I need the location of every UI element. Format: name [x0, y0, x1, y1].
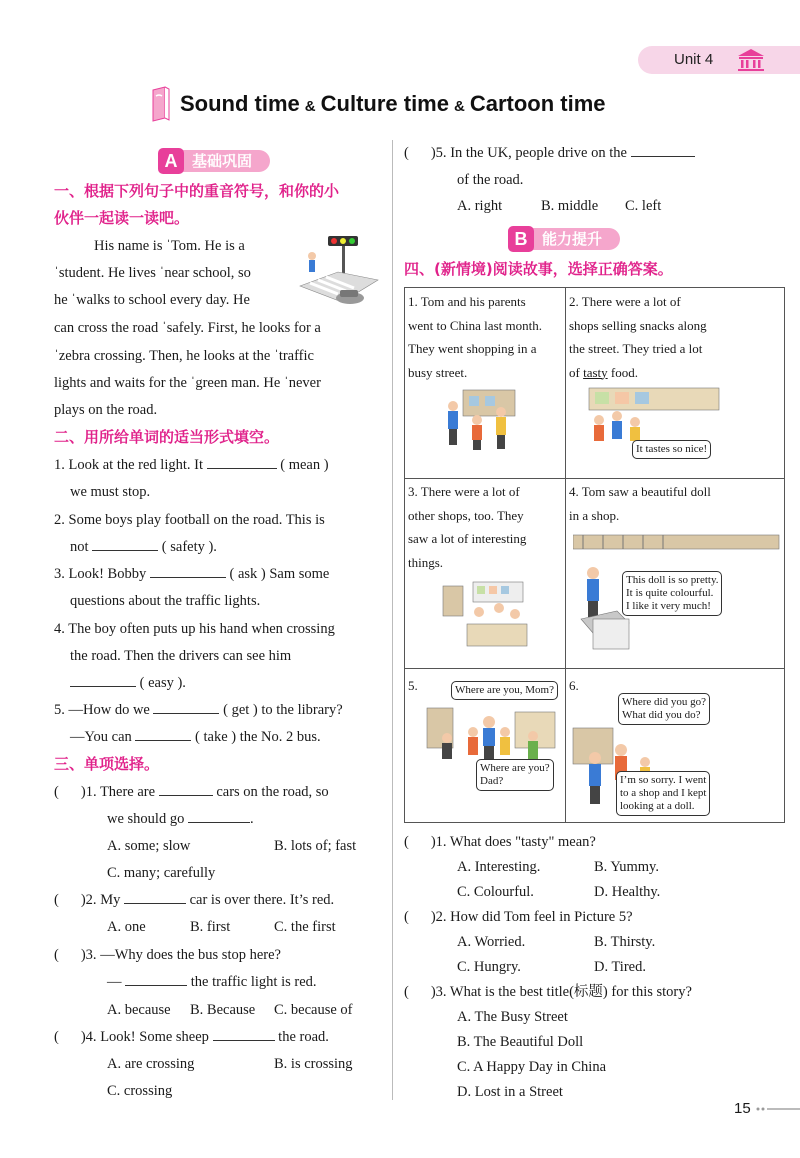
reading-q2: ( )2. How did Tom feel in Picture 5?	[404, 909, 633, 925]
fill-q3-cont: questions about the traffic lights.	[70, 593, 261, 609]
reading-q1-opt-c: C. Colourful.	[457, 884, 534, 900]
answer-blank[interactable]	[92, 537, 158, 551]
answer-blank[interactable]	[213, 1027, 275, 1041]
panel-5-number: 5.	[408, 678, 418, 693]
panel-4-text: 4. Tom saw a beautiful doll in a shop.	[569, 484, 711, 523]
passage-line-6: lights and waits for the ˈgreen man. He ˈnever	[54, 375, 321, 391]
mc-q5-opt-c: C. left	[625, 198, 662, 214]
answer-blank[interactable]	[70, 673, 136, 687]
passage-line-1: His name is ˈTom. He is a	[94, 238, 245, 254]
fill-q3: 3. Look! Bobby ( ask ) Sam some	[54, 566, 330, 582]
fill-q1-cont: we must stop.	[70, 484, 151, 500]
mc-q5-cont: of the road.	[457, 172, 524, 188]
fill-q1: 1. Look at the red light. It ( mean )	[54, 457, 329, 473]
reading-q3-opt-d: D. Lost in a Street	[457, 1084, 563, 1100]
reading-q2-opt-a: A. Worried.	[457, 934, 526, 950]
panel-4-speech-bubble: This doll is so pretty. It is quite colourful. I like it very much!	[622, 571, 722, 616]
mc-q2-opt-c: C. the first	[274, 919, 336, 935]
title-sound-time: Sound time	[180, 91, 300, 116]
reading-q2-opt-d: D. Tired.	[594, 959, 646, 975]
answer-blank[interactable]	[159, 782, 213, 796]
mc-q4-opt-c: C. crossing	[107, 1083, 173, 1099]
unit-tab	[638, 46, 800, 74]
reading-q1-opt-b: B. Yummy.	[594, 859, 659, 875]
fill-q2: 2. Some boys play football on the road. This is	[54, 512, 325, 528]
panel-6-bubble-parent: Where did you go? What did you do?	[618, 693, 710, 725]
fill-q4-cont2: ( easy ).	[70, 673, 186, 693]
panel-3-illustration	[437, 578, 537, 654]
answer-blank[interactable]	[153, 700, 219, 714]
section-b-label: 能力提升	[530, 228, 620, 250]
fill-q4: 4. The boy often puts up his hand when crossing	[54, 621, 335, 637]
panel-5-bubble-dad: Where are you? Dad?	[476, 759, 554, 791]
mc-q3-opt-c: C. because of	[274, 1002, 353, 1018]
panel-6-number: 6.	[569, 678, 579, 693]
panel-1-illustration	[435, 386, 535, 454]
mc-q4: ( )4. Look! Some sheep the road.	[54, 1029, 329, 1045]
fill-q5: 5. —How do we ( get ) to the library?	[54, 702, 343, 718]
answer-blank[interactable]	[150, 564, 226, 578]
passage-line-2: ˈstudent. He lives ˈnear school, so	[54, 265, 251, 281]
mc-q1-opt-a: A. some; slow	[107, 838, 191, 854]
panel-6-bubble-tom: I’m so sorry. I went to a shop and I kept looking at a doll.	[616, 771, 710, 816]
column-divider	[392, 140, 393, 1100]
mc-q5: ( )5. In the UK, people drive on the	[404, 143, 695, 163]
panel-5-bubble-mom: Where are you, Mom?	[451, 681, 558, 700]
traffic-light-illustration	[298, 234, 380, 310]
reading-q3-opt-b: B. The Beautiful Doll	[457, 1034, 584, 1050]
answer-blank[interactable]	[207, 455, 277, 469]
mc-q5-opt-a: A. right	[457, 198, 503, 214]
answer-blank[interactable]	[631, 143, 695, 157]
part2-heading: 二、用所给单词的适当形式填空。	[54, 428, 280, 446]
answer-blank[interactable]	[124, 890, 186, 904]
part3-heading: 三、单项选择。	[54, 755, 160, 773]
mc-q3: ( )3. —Why does the bus stop here?	[54, 947, 281, 963]
mc-q4-opt-a: A. are crossing	[107, 1056, 195, 1072]
fill-q5-cont: —You can ( take ) the No. 2 bus.	[70, 729, 321, 745]
reading-q1-opt-d: D. Healthy.	[594, 884, 661, 900]
part1-heading-line2: 伙伴一起读一读吧。	[54, 209, 190, 227]
mc-q1-opt-b: B. lots of; fast	[274, 838, 357, 854]
mc-q3-opt-b: B. Because	[190, 1002, 256, 1018]
panel-2-speech-bubble: It tastes so nice!	[632, 440, 711, 459]
part4-heading: 四、(新情境)阅读故事，选择正确答案。	[404, 260, 673, 278]
panel-2-text: 2. There were a lot of shops selling snacks along the street. They tried a lot of tasty food.	[569, 294, 707, 380]
building-icon	[736, 48, 766, 72]
reading-q3-opt-c: C. A Happy Day in China	[457, 1059, 607, 1075]
mc-q5-opt-b: B. middle	[541, 198, 599, 214]
mc-q4-opt-b: B. is crossing	[274, 1056, 353, 1072]
passage-line-4: can cross the road ˈsafely. First, he looks for a	[54, 320, 321, 336]
reading-q1-opt-a: A. Interesting.	[457, 859, 541, 875]
reading-q3: ( )3. What is the best title(标题) for this story?	[404, 984, 692, 1000]
section-b-letter: B	[508, 226, 534, 252]
mc-q1-opt-c: C. many; carefully	[107, 865, 216, 881]
part1-heading	[54, 178, 339, 232]
title-amp: &	[453, 98, 465, 115]
mc-q2: ( )2. My car is over there. It’s red.	[54, 892, 335, 908]
mc-q3-opt-a: A. because	[107, 1002, 171, 1018]
panel-1-text: 1. Tom and his parents went to China last month. They went shopping in a busy street.	[408, 294, 542, 380]
section-a-badge	[158, 148, 270, 174]
unit-label: Unit 4	[674, 51, 714, 68]
title-cartoon-time: Cartoon time	[469, 91, 606, 116]
page-number-decoration	[756, 1107, 800, 1111]
title-amp: &	[304, 98, 316, 115]
section-a-label: 基础巩固	[180, 150, 270, 172]
mc-q2-opt-a: A. one	[107, 919, 146, 935]
page-number: 15	[734, 1100, 751, 1117]
fill-q4-cont: the road. Then the drivers can see him	[70, 648, 292, 664]
page-title	[150, 86, 606, 122]
mc-q1: ( )1. There are cars on the road, so	[54, 784, 329, 800]
reading-q1: ( )1. What does "tasty" mean?	[404, 834, 596, 850]
passage-line-5: ˈzebra crossing. Then, he looks at the ˈtraffic	[54, 348, 314, 364]
answer-blank[interactable]	[135, 727, 191, 741]
panel-5-illustration	[425, 698, 561, 818]
mc-q1-cont: we should go .	[107, 811, 254, 827]
story-grid	[404, 287, 785, 823]
fill-q2-cont: not ( safety ).	[70, 539, 217, 555]
title-culture-time: Culture time	[320, 91, 449, 116]
section-b-badge	[508, 226, 620, 252]
answer-blank[interactable]	[125, 972, 187, 986]
part1-heading-line1: 一、根据下列句子中的重音符号，和你的小	[54, 182, 340, 200]
reading-q2-opt-b: B. Thirsty.	[594, 934, 656, 950]
book-icon	[150, 86, 172, 122]
reading-q3-opt-a: A. The Busy Street	[457, 1009, 568, 1025]
panel-3-text: 3. There were a lot of other shops, too. They saw a lot of interesting things.	[408, 484, 527, 570]
mc-q3-cont: — the traffic light is red.	[107, 974, 317, 990]
passage-line-3: he ˈwalks to school every day. He	[54, 292, 250, 308]
mc-q2-opt-b: B. first	[190, 919, 231, 935]
section-a-letter: A	[158, 148, 184, 174]
tasty-word: tasty	[583, 364, 608, 380]
passage-line-7: plays on the road.	[54, 402, 158, 418]
answer-blank[interactable]	[188, 809, 250, 823]
reading-q2-opt-c: C. Hungry.	[457, 959, 521, 975]
